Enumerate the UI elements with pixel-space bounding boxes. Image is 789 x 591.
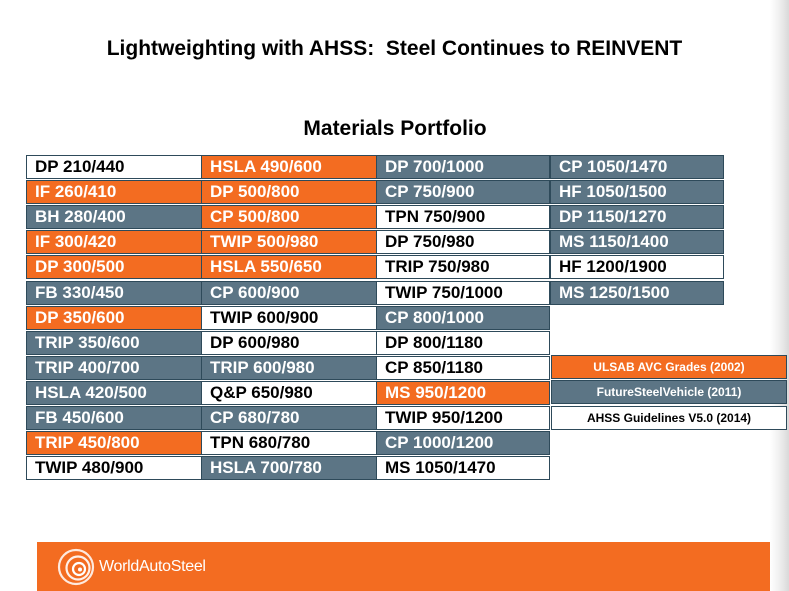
grade-cell-col1: DP 300/500 [26, 255, 202, 279]
grade-cell-col4: HF 1200/1900 [550, 255, 724, 279]
grade-cell-col2: DP 600/980 [201, 331, 377, 355]
grade-cell-col3: TRIP 750/980 [376, 255, 550, 279]
grade-cell-col1: FB 450/600 [26, 406, 202, 430]
grade-cell-col1: DP 350/600 [26, 306, 202, 330]
grade-cell-col4: DP 1150/1270 [550, 205, 724, 229]
grade-cell-col2: TPN 680/780 [201, 431, 377, 455]
grade-cell-col2: HSLA 700/780 [201, 456, 377, 480]
grade-cell-col3: DP 800/1180 [376, 331, 550, 355]
grade-cell-col1: IF 260/410 [26, 180, 202, 204]
grade-cell-col2: CP 680/780 [201, 406, 377, 430]
grade-cell-col3: CP 850/1180 [376, 356, 550, 380]
grade-cell-col1: TWIP 480/900 [26, 456, 202, 480]
slide-subtitle: Materials Portfolio [303, 117, 487, 140]
grade-cell-col4: MS 1150/1400 [550, 230, 724, 254]
grade-cell-col2: Q&P 650/980 [201, 381, 377, 405]
grade-cell-col2: TRIP 600/980 [201, 356, 377, 380]
grade-cell-col3: MS 1050/1470 [376, 456, 550, 480]
grade-cell-col1: FB 330/450 [26, 281, 202, 305]
grade-cell-col2: TWIP 600/900 [201, 306, 377, 330]
grade-cell-col3: CP 750/900 [376, 180, 550, 204]
grade-cell-col1: IF 300/420 [26, 230, 202, 254]
grade-cell-col1: DP 210/440 [26, 155, 202, 179]
grade-cell-col2: CP 500/800 [201, 205, 377, 229]
legend-item: AHSS Guidelines V5.0 (2014) [551, 406, 787, 430]
grade-cell-col3: CP 1000/1200 [376, 431, 550, 455]
worldautosteel-logo [55, 547, 225, 587]
grade-cell-col1: BH 280/400 [26, 205, 202, 229]
logo-wordmark: WorldAutoSteel [99, 558, 206, 575]
grade-cell-col2: DP 500/800 [201, 180, 377, 204]
grade-cell-col1: TRIP 450/800 [26, 431, 202, 455]
grade-cell-col2: CP 600/900 [201, 281, 377, 305]
grade-cell-col4: MS 1250/1500 [550, 281, 724, 305]
grade-cell-col2: HSLA 490/600 [201, 155, 377, 179]
grade-cell-col4: CP 1050/1470 [550, 155, 724, 179]
grade-cell-col3: TWIP 750/1000 [376, 281, 550, 305]
grade-cell-col2: HSLA 550/650 [201, 255, 377, 279]
grade-cell-col3: DP 750/980 [376, 230, 550, 254]
grade-cell-col3: TWIP 950/1200 [376, 406, 550, 430]
grade-cell-col3: TPN 750/900 [376, 205, 550, 229]
grade-cell-col3: MS 950/1200 [376, 381, 550, 405]
legend-item: ULSAB AVC Grades (2002) [551, 355, 787, 379]
slide-title: Lightweighting with AHSS: Steel Continues to REINVENT [106, 37, 683, 60]
grade-cell-col1: TRIP 400/700 [26, 356, 202, 380]
worldautosteel-logo-icon [55, 547, 97, 587]
grade-cell-col3: DP 700/1000 [376, 155, 550, 179]
grade-cell-col3: CP 800/1000 [376, 306, 550, 330]
grade-cell-col1: HSLA 420/500 [26, 381, 202, 405]
grade-cell-col4: HF 1050/1500 [550, 180, 724, 204]
grade-cell-col2: TWIP 500/980 [201, 230, 377, 254]
grade-cell-col1: TRIP 350/600 [26, 331, 202, 355]
legend-item: FutureSteelVehicle (2011) [551, 380, 787, 404]
